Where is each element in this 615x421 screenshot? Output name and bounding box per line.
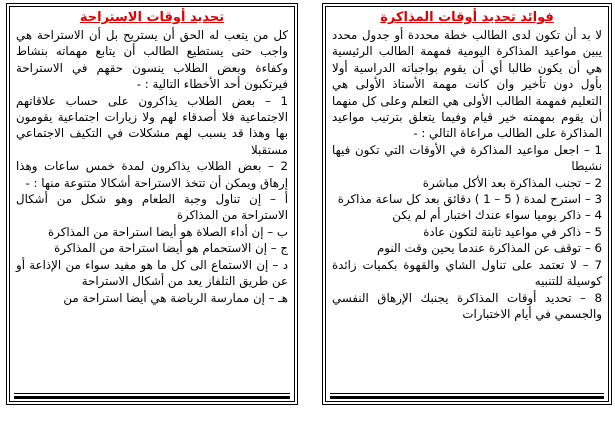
list-item: 5 – ذاكر في مواعيد ثابتة لتكون عادة [423, 224, 602, 239]
rest-times-list [16, 93, 288, 306]
rest-times-intro: كل من يتعب له الحق أن يستريح بل أن الاستراحة هي واجب حتى يستطيع الطالب أن يتابع مهماته بنشاط وكفاءة وبعض الطلاب ينسون حقهم في الاستراحة فيرتكبون أحد الأخطاء التالية : - [16, 28, 288, 92]
list-item: 7 – لا تعتمد على تناول الشاي والقهوة بكميات زائدة كوسيلة للتنبيه [332, 257, 602, 289]
list-item: 6 – توقف عن المذاكرة عندما يحين وقت النوم [376, 241, 602, 256]
panel-bottom-bar [14, 396, 290, 399]
panel-bottom-bar [330, 396, 604, 399]
list-item: ب – إن أداء الصلاة هو أيضا استراحة من المذاكرة [48, 224, 288, 239]
study-times-intro: لا بد أن تكون لدى الطالب خطة محددة أو جدول محدد يبين مواعيد المذاكرة اليومية فمهمة الطالب الرئيسية هي أن يكون طالبا أي أن يقوم بواجباته الدراسية أولا بأول دون تأخير وان كانت مهمة الأستاذ الأولى هي التعليم فمهمة الطالب الأولى هي التعلم وعلى كل منهما أن يقوم بمهمته خير قيام وفيما يتعلق بترتيب مواعيد المذاكرة على الطالب مراعاة التالي : - [332, 28, 602, 141]
study-times-list [332, 142, 602, 322]
list-item: هـ – إن ممارسة الرياضة هي أيضا استراحة من [63, 290, 288, 305]
list-item: 2 – بعض الطلاب يذاكرون لمدة خمس ساعات وهذا إرهاق ويمكن أن تتخذ الاستراحة أشكالا متنوعة منها : - [16, 159, 288, 190]
rest-times-title: تحديد أوقات الاستراحة [79, 10, 225, 25]
study-times-title: فوائد تحديد أوقات المذاكرة [380, 10, 554, 25]
list-item: 4 – ذاكر يوميا سواء عندك اختبار أم لم يكن [392, 208, 602, 223]
list-item: 3 – استرح لمدة ( 5 – 1 ) دقائق بعد كل ساعة مذاكرة [337, 192, 602, 207]
list-item: 1 – بعض الطلاب يذاكرون على حساب علاقاتهم الاجتماعية فلا أصدقاء لهم ولا زيارات اجتماعية يقومون بها وهذا قد يسبب لهم مشكلات في التكيف الاجتماعي مستقبلا [16, 93, 288, 157]
list-item: 8 – تحديد أوقات المذاكرة يجنبك الإرهاق النفسي والجسمي في أيام الاختبارات [332, 290, 602, 321]
study-times-panel [325, 6, 609, 402]
list-item: ج – إن الاستحمام هو أيضا استراحة من المذاكرة [54, 241, 288, 256]
list-item: 2 – تجنب المذاكرة بعد الأكل مباشرة [422, 175, 602, 190]
list-item: أ – إن تناول وجبة الطعام وهو شكل من أشكال الاستراحة من المذاكرة [16, 192, 288, 223]
list-item: 1 – اجعل مواعيد المذاكرة في الأوقات التي تكون فيها نشيطا [332, 142, 602, 174]
panel-divider [330, 393, 604, 394]
rest-times-panel [9, 6, 295, 402]
panel-divider [14, 393, 290, 394]
list-item: د – إن الاستماع الى كل ما هو مفيد سواء من الإذاعة أو عن طريق التلفاز يعد من أشكال الاستراحة [16, 257, 288, 289]
